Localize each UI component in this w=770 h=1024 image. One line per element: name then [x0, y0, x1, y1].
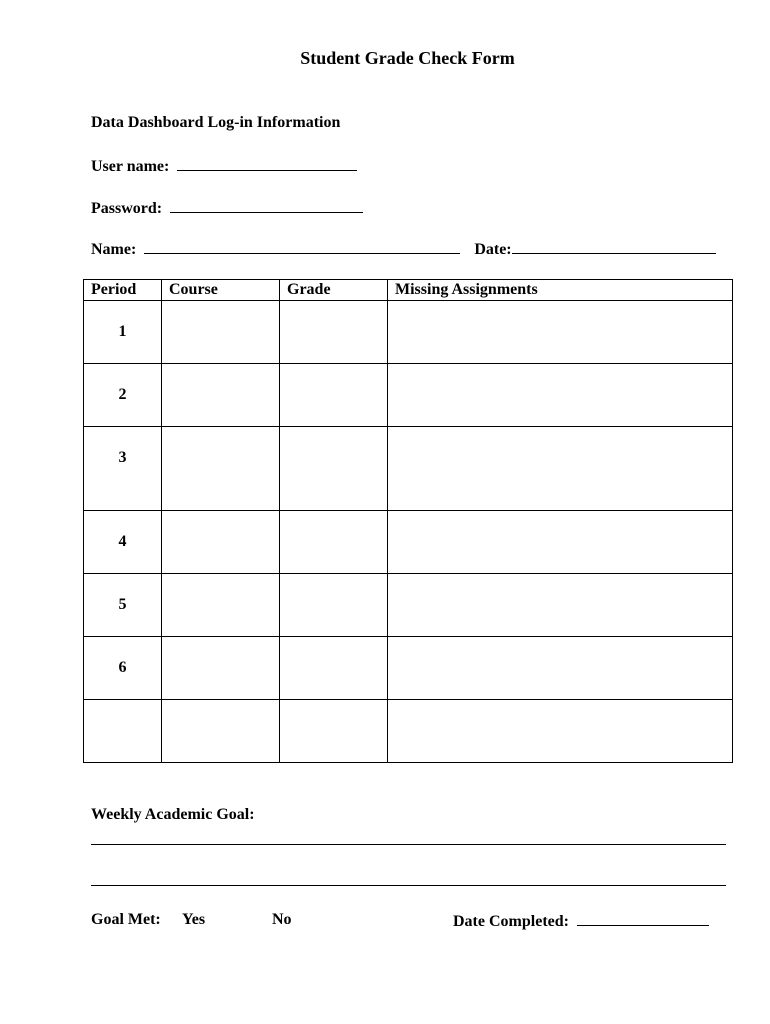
date-completed-field[interactable] [577, 911, 709, 926]
period-cell: 3 [84, 427, 162, 511]
grade-cell[interactable] [280, 427, 388, 511]
yes-option[interactable]: Yes [182, 911, 206, 928]
goal-met-label: Goal Met: [91, 911, 161, 928]
period-cell [84, 700, 162, 763]
period-cell: 1 [84, 301, 162, 364]
table-row [84, 301, 733, 364]
password-row [91, 198, 363, 218]
goal-line-1[interactable] [91, 844, 726, 845]
grade-cell[interactable] [280, 511, 388, 574]
period-cell: 4 [84, 511, 162, 574]
username-row [91, 156, 357, 176]
missing-assignments-cell[interactable] [388, 427, 733, 511]
table-row [84, 574, 733, 637]
page-title: Student Grade Check Form [300, 48, 515, 68]
table-row [84, 637, 733, 700]
missing-assignments-cell[interactable] [388, 364, 733, 427]
grade-cell[interactable] [280, 364, 388, 427]
name-date-row [91, 239, 716, 259]
username-label: User name: [91, 158, 170, 175]
course-cell[interactable] [162, 700, 280, 763]
missing-assignments-cell[interactable] [388, 700, 733, 763]
course-cell[interactable] [162, 301, 280, 364]
grade-table [83, 279, 733, 763]
login-heading: Data Dashboard Log-in Information [91, 114, 341, 131]
course-cell[interactable] [162, 364, 280, 427]
password-label: Password: [91, 200, 163, 217]
grade-cell[interactable] [280, 700, 388, 763]
table-row [84, 511, 733, 574]
course-cell[interactable] [162, 574, 280, 637]
header-course: Course [162, 280, 280, 301]
date-completed-row [453, 911, 709, 931]
period-cell: 5 [84, 574, 162, 637]
table-row [84, 364, 733, 427]
course-cell[interactable] [162, 637, 280, 700]
table-row [84, 700, 733, 763]
grade-cell[interactable] [280, 637, 388, 700]
header-grade: Grade [280, 280, 388, 301]
date-completed-label: Date Completed: [453, 913, 569, 930]
period-cell: 2 [84, 364, 162, 427]
grade-cell[interactable] [280, 301, 388, 364]
grade-cell[interactable] [280, 574, 388, 637]
header-missing-assignments: Missing Assignments [388, 280, 733, 301]
date-field[interactable] [512, 239, 716, 254]
course-cell[interactable] [162, 511, 280, 574]
username-field[interactable] [177, 156, 357, 171]
missing-assignments-cell[interactable] [388, 301, 733, 364]
weekly-goal-label: Weekly Academic Goal: [91, 806, 255, 823]
missing-assignments-cell[interactable] [388, 637, 733, 700]
table-header-row [84, 280, 733, 301]
header-period: Period [84, 280, 162, 301]
date-label: Date: [474, 241, 512, 258]
goal-line-2[interactable] [91, 885, 726, 886]
password-field[interactable] [170, 198, 363, 213]
missing-assignments-cell[interactable] [388, 511, 733, 574]
missing-assignments-cell[interactable] [388, 574, 733, 637]
course-cell[interactable] [162, 427, 280, 511]
no-option[interactable]: No [272, 911, 292, 928]
name-field[interactable] [144, 239, 460, 254]
period-cell: 6 [84, 637, 162, 700]
name-label: Name: [91, 241, 137, 258]
table-row [84, 427, 733, 511]
